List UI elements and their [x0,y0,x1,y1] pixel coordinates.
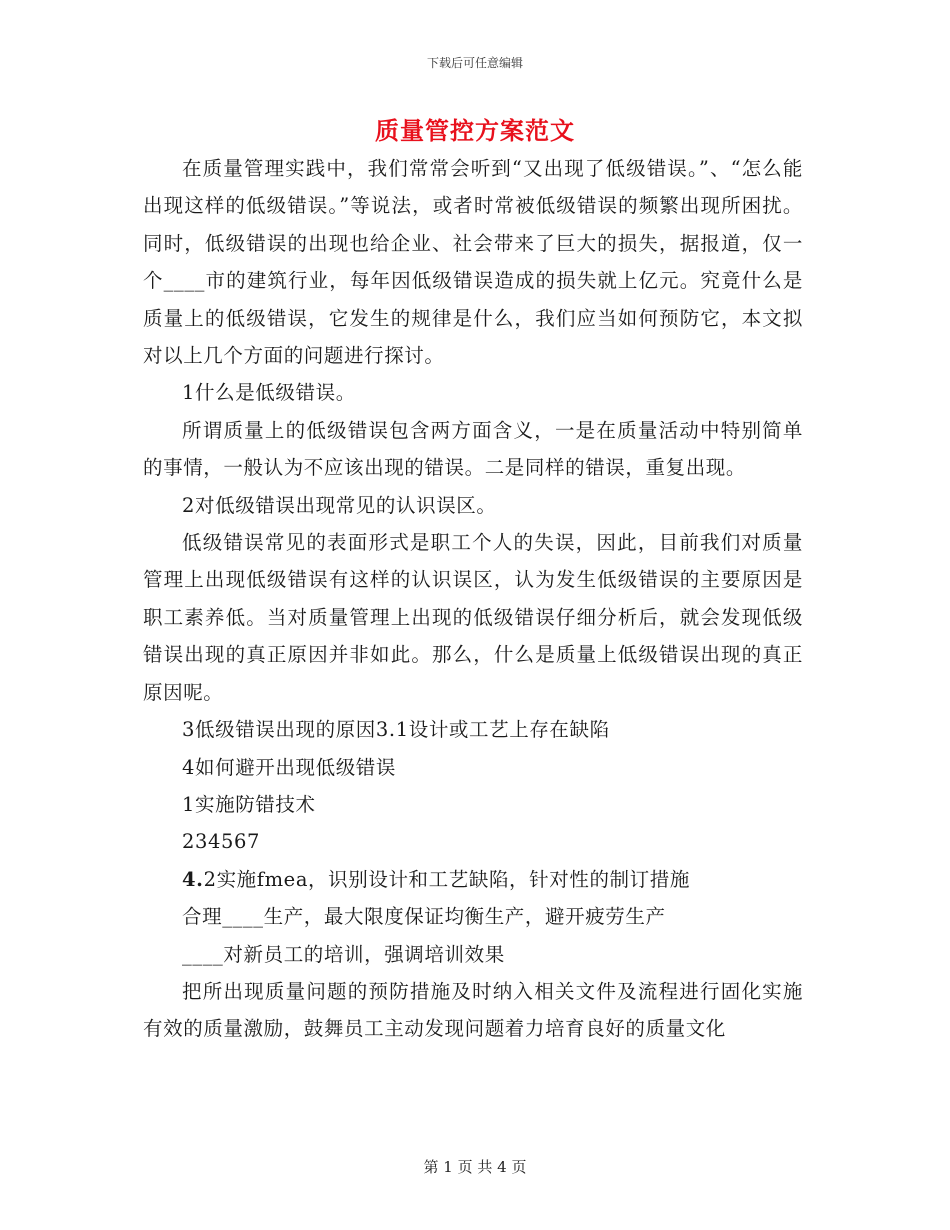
item-numbers: 234567 [182,830,261,854]
item-4-2-prefix: 4. [182,867,204,891]
item-4-2 [143,861,803,898]
paragraph-section-2: 低级错误常见的表面形式是职工个人的失误，因此，目前我们对质量管理上出现低级错误有这样的认识误区，认为发生低级错误的主要原因是职工素养低。当对质量管理上出现的低级错误仔细分析后，就会发现低级错误出现的真正原因并非如此。那么，什么是质量上低级错误出现的真正原因呢。 [143,531,803,704]
heading-section-3: 3低级错误出现的原因3.1设计或工艺上存在缺陷 [182,718,610,742]
heading-section-2: 2对低级错误出现常见的认识误区。 [182,493,497,517]
paragraph-closing: 把所出现质量问题的预防措施及时纳入相关文件及流程进行固化实施有效的质量激励，鼓舞员工主动发现问题着力培育良好的质量文化 [143,979,803,1041]
item-4-1: 1实施防错技术 [182,792,316,816]
document-body [143,150,803,1048]
document-title: 质量管控方案范文 [375,116,575,145]
item-training: ____对新员工的培训，强调培训效果 [182,942,505,966]
heading-section-4: 4如何避开出现低级错误 [182,755,397,779]
item-4-2-text: 2实施fmea，识别设计和工艺缺陷，针对性的制订措施 [203,867,690,891]
paragraph-intro: 在质量管理实践中，我们常常会听到“又出现了低级错误。”、“怎么能出现这样的低级错误。”等说法，或者时常被低级错误的频繁出现所困扰。同时，低级错误的出现也给企业、社会带来了巨大的损失，据报道，仅一个____市的建筑行业，每年因低级错误造成的损失就上亿元。究竟什么是质量上的低级错误，它发生的规律是什么，我们应当如何预防它，本文拟对以上几个方面的问题进行探讨。 [143,157,803,368]
heading-section-1: 1什么是低级错误。 [182,381,356,405]
page-header: 下载后可任意编辑 [426,56,523,70]
item-balanced-production: 合理____生产，最大限度保证均衡生产，避开疲劳生产 [182,905,666,929]
paragraph-section-1: 所谓质量上的低级错误包含两方面含义，一是在质量活动中特别简单的事情，一般认为不应该出现的错误。二是同样的错误，重复出现。 [143,418,803,480]
page-footer: 第 1 页 共 4 页 [423,1158,527,1176]
